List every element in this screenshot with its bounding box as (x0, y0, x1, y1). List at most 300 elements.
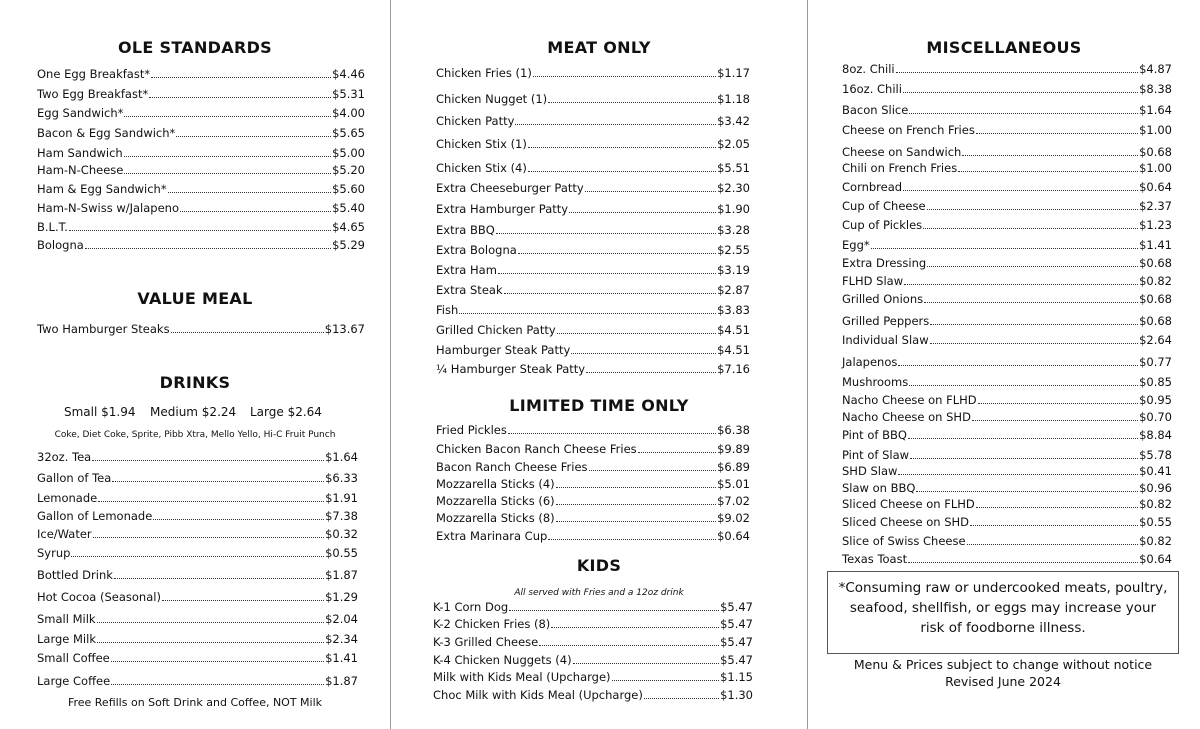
foodborne-illness-warning: *Consuming raw or undercooked meats, poultry, seafood, shellfish, or eggs may increase your risk of foodborne illness. (827, 571, 1179, 654)
menu-item-name: Fish (436, 303, 459, 317)
menu-item-price: $5.60 (332, 182, 365, 196)
menu-item (842, 497, 1172, 511)
dot-leader (967, 543, 1139, 545)
menu-item (842, 238, 1172, 252)
menu-item-price: $0.55 (325, 546, 358, 560)
menu-item (433, 635, 753, 649)
menu-item-price: $0.82 (1139, 497, 1172, 511)
footer-notice (827, 656, 1179, 690)
footer-revised-date: Revised June 2024 (945, 674, 1061, 689)
menu-item-name: One Egg Breakfast* (37, 67, 151, 81)
dot-leader (111, 660, 324, 662)
menu-item-name: Chicken Stix (1) (436, 137, 527, 151)
dot-leader (556, 486, 716, 488)
section-title-drinks: DRINKS (159, 373, 231, 392)
menu-item-name: SHD Slaw (842, 464, 898, 478)
menu-item-name: Mozzarella Sticks (4) (436, 477, 555, 491)
menu-item-price: $0.70 (1139, 410, 1172, 424)
menu-item-name: Chicken Fries (1) (436, 66, 532, 80)
menu-item-price: $4.51 (717, 323, 750, 337)
menu-item-name: Slice of Swiss Cheese (842, 534, 966, 548)
menu-item (37, 146, 365, 160)
menu-item (436, 223, 750, 237)
kids-subtitle: All served with Fries and a 12oz drink (514, 588, 684, 598)
menu-item (842, 218, 1172, 232)
dot-leader (111, 683, 324, 685)
menu-item-name: Extra Cheeseburger Patty (436, 181, 584, 195)
dot-leader (586, 371, 716, 373)
menu-item-name: Pint of BBQ (842, 428, 907, 442)
menu-item-price: $5.65 (332, 126, 365, 140)
dot-leader (976, 132, 1138, 134)
dot-leader (97, 621, 324, 623)
menu-item-price: $4.00 (332, 106, 365, 120)
menu-item-price: $1.87 (325, 568, 358, 582)
menu-item-price: $1.41 (1139, 238, 1172, 252)
dot-leader (548, 538, 716, 540)
drink-size-medium: Medium $2.24 (150, 405, 237, 419)
menu-item-name: K-1 Corn Dog (433, 600, 509, 614)
menu-item-name: Nacho Cheese on SHD (842, 410, 971, 424)
menu-item (436, 303, 750, 317)
menu-item-price: $1.17 (717, 66, 750, 80)
dot-leader (528, 146, 716, 148)
menu-item-price: $1.00 (1139, 123, 1172, 137)
dot-leader (916, 490, 1138, 492)
menu-item-price: $1.41 (325, 651, 358, 665)
dot-leader (71, 555, 324, 557)
menu-item-price: $2.37 (1139, 199, 1172, 213)
dot-leader (589, 469, 717, 471)
menu-item-name: Nacho Cheese on FLHD (842, 393, 977, 407)
menu-item-name: Pint of Slaw (842, 448, 910, 462)
dot-leader (528, 170, 716, 172)
section-title-meat-only: MEAT ONLY (547, 38, 651, 57)
menu-item-name: 8oz. Chili (842, 62, 895, 76)
dot-leader (92, 459, 324, 461)
dot-leader (508, 432, 716, 434)
section-title-kids: KIDS (576, 556, 622, 575)
dot-leader (573, 662, 719, 664)
menu-item (37, 509, 358, 523)
section-title-value-meal: VALUE MEAL (137, 289, 253, 308)
menu-item-name: Ice/Water (37, 527, 92, 541)
menu-item-price: $5.51 (717, 161, 750, 175)
menu-item-name: Gallon of Lemonade (37, 509, 153, 523)
menu-item-name: Gallon of Tea (37, 471, 112, 485)
menu-item-price: $4.46 (332, 67, 365, 81)
menu-item (842, 199, 1172, 213)
menu-item-price: $2.87 (717, 283, 750, 297)
menu-item (37, 163, 365, 177)
menu-item-price: $0.64 (1139, 180, 1172, 194)
menu-item-price: $0.85 (1139, 375, 1172, 389)
dot-leader (909, 384, 1138, 386)
dot-leader (978, 402, 1138, 404)
menu-item-name: Ham & Egg Sandwich* (37, 182, 167, 196)
menu-item-name: Large Milk (37, 632, 96, 646)
menu-item (37, 67, 365, 81)
menu-item-price: $0.32 (325, 527, 358, 541)
menu-item (842, 464, 1172, 478)
menu-item (37, 651, 358, 665)
menu-item-price: $7.16 (717, 362, 750, 376)
menu-item-price: $0.82 (1139, 534, 1172, 548)
menu-item-name: Bottled Drink (37, 568, 113, 582)
menu-item (436, 460, 750, 474)
menu-item-price: $0.64 (717, 529, 750, 543)
menu-item-name: Extra Hamburger Patty (436, 202, 569, 216)
menu-item-name: K-3 Grilled Cheese (433, 635, 539, 649)
dot-leader (509, 609, 719, 611)
dot-leader (551, 626, 719, 628)
menu-item-price: $5.29 (332, 238, 365, 252)
menu-item (433, 600, 753, 614)
menu-item (842, 82, 1172, 96)
menu-item-price: $5.78 (1139, 448, 1172, 462)
menu-item (842, 393, 1172, 407)
menu-item (842, 274, 1172, 288)
menu-item (436, 477, 750, 491)
menu-item (842, 103, 1172, 117)
menu-item (37, 527, 358, 541)
menu-item-price: $3.83 (717, 303, 750, 317)
menu-item (436, 511, 750, 525)
menu-item-name: 16oz. Chili (842, 82, 902, 96)
dot-leader (97, 641, 324, 643)
dot-leader (153, 518, 324, 520)
menu-item-price: $5.01 (717, 477, 750, 491)
dot-leader (112, 480, 324, 482)
menu-item-name: Extra Bologna (436, 243, 517, 257)
menu-item-price: $5.47 (720, 635, 753, 649)
dot-leader (909, 112, 1138, 114)
dot-leader (176, 135, 331, 137)
drink-size-large: Large $2.64 (250, 405, 322, 419)
menu-item-name: Sliced Cheese on SHD (842, 515, 970, 529)
menu-item-name: Ham-N-Swiss w/Jalapeno (37, 201, 179, 215)
menu-item (433, 670, 753, 684)
menu-item-price: $3.28 (717, 223, 750, 237)
menu-item (842, 552, 1172, 566)
menu-item-name: Choc Milk with Kids Meal (Upcharge) (433, 688, 643, 702)
dot-leader (638, 451, 716, 453)
menu-item-price: $6.89 (717, 460, 750, 474)
menu-item (842, 410, 1172, 424)
menu-item (436, 137, 750, 151)
dot-leader (459, 312, 716, 314)
menu-item-price: $1.87 (325, 674, 358, 688)
menu-item (436, 442, 750, 456)
dot-leader (927, 208, 1139, 210)
dot-leader (124, 155, 331, 157)
dot-leader (114, 577, 324, 579)
menu-item-name: Two Egg Breakfast* (37, 87, 149, 101)
menu-item-price: $1.64 (1139, 103, 1172, 117)
menu-item (37, 126, 365, 140)
dot-leader (585, 190, 716, 192)
menu-item (436, 323, 750, 337)
menu-item-price: $5.00 (332, 146, 365, 160)
menu-item-name: FLHD Slaw (842, 274, 904, 288)
menu-item-price: $2.34 (325, 632, 358, 646)
menu-item-price: $4.87 (1139, 62, 1172, 76)
menu-item-price: $0.55 (1139, 515, 1172, 529)
menu-item (37, 568, 358, 582)
menu-item-price: $13.67 (324, 322, 365, 336)
menu-item-name: Bacon Ranch Cheese Fries (436, 460, 588, 474)
menu-item-price: $0.68 (1139, 292, 1172, 306)
menu-item-name: Extra BBQ (436, 223, 495, 237)
dot-leader (970, 524, 1138, 526)
menu-item (842, 145, 1172, 159)
menu-item-name: Hot Cocoa (Seasonal) (37, 590, 161, 604)
dot-leader (923, 227, 1138, 229)
menu-item-price: $1.64 (325, 450, 358, 464)
dot-leader (556, 503, 716, 505)
menu-item-name: 32oz. Tea (37, 450, 92, 464)
menu-item-name: Grilled Chicken Patty (436, 323, 556, 337)
dot-leader (927, 265, 1138, 267)
menu-item (37, 491, 358, 505)
menu-item-name: Chili on French Fries (842, 161, 958, 175)
dot-leader (162, 599, 324, 601)
dot-leader (976, 506, 1138, 508)
menu-item-price: $5.20 (332, 163, 365, 177)
menu-item (37, 238, 365, 252)
dot-leader (168, 191, 331, 193)
menu-item-price: $0.77 (1139, 355, 1172, 369)
dot-leader (930, 323, 1138, 325)
menu-item-name: Egg* (842, 238, 870, 252)
menu-item-name: Grilled Peppers (842, 314, 930, 328)
dot-leader (124, 115, 331, 117)
menu-item (436, 181, 750, 195)
menu-item-name: Chicken Bacon Ranch Cheese Fries (436, 442, 637, 456)
menu-item (37, 546, 358, 560)
dot-leader (539, 644, 719, 646)
menu-item-price: $1.15 (720, 670, 753, 684)
menu-item (433, 653, 753, 667)
dot-leader (903, 189, 1138, 191)
menu-item-price: $1.91 (325, 491, 358, 505)
dot-leader (904, 283, 1138, 285)
menu-item-name: Large Coffee (37, 674, 111, 688)
menu-item-name: Cup of Cheese (842, 199, 926, 213)
menu-item-price: $4.51 (717, 343, 750, 357)
menu-item (436, 423, 750, 437)
menu-item-price: $3.42 (717, 114, 750, 128)
menu-item-price: $8.38 (1139, 82, 1172, 96)
menu-item (433, 617, 753, 631)
menu-item (37, 450, 358, 464)
menu-item-price: $2.05 (717, 137, 750, 151)
menu-item-price: $2.30 (717, 181, 750, 195)
menu-item-price: $9.89 (717, 442, 750, 456)
menu-item (37, 322, 365, 336)
dot-leader (171, 331, 324, 333)
menu-item (842, 428, 1172, 442)
menu-item (842, 314, 1172, 328)
menu-item (436, 66, 750, 80)
menu-item (37, 106, 365, 120)
menu-item (37, 590, 358, 604)
menu-item-name: Milk with Kids Meal (Upcharge) (433, 670, 611, 684)
menu-item-name: Ham-N-Cheese (37, 163, 124, 177)
dot-leader (533, 75, 716, 77)
menu-item (37, 87, 365, 101)
menu-item-price: $0.96 (1139, 481, 1172, 495)
drink-flavors: Coke, Diet Coke, Sprite, Pibb Xtra, Mello Yello, Hi-C Fruit Punch (54, 430, 336, 440)
menu-item-name: Cheese on Sandwich (842, 145, 962, 159)
menu-item-price: $0.68 (1139, 256, 1172, 270)
menu-item-name: Sliced Cheese on FLHD (842, 497, 975, 511)
menu-item-name: ¼ Hamburger Steak Patty (436, 362, 586, 376)
menu-item-name: Bacon & Egg Sandwich* (37, 126, 176, 140)
menu-item-name: Extra Marinara Cup (436, 529, 548, 543)
menu-item-name: Syrup (37, 546, 71, 560)
menu-item (842, 180, 1172, 194)
dot-leader (908, 561, 1138, 563)
dot-leader (124, 172, 331, 174)
menu-item-price: $0.82 (1139, 274, 1172, 288)
dot-leader (958, 170, 1138, 172)
menu-item-name: Small Coffee (37, 651, 110, 665)
menu-item (842, 161, 1172, 175)
menu-item-name: Cheese on French Fries (842, 123, 975, 137)
menu-item-name: Ham Sandwich (37, 146, 123, 160)
menu-item-name: Cornbread (842, 180, 903, 194)
menu-item-price: $1.29 (325, 590, 358, 604)
menu-item (37, 612, 358, 626)
dot-leader (871, 247, 1138, 249)
menu-item (842, 534, 1172, 548)
menu-item (842, 292, 1172, 306)
menu-item-price: $5.47 (720, 600, 753, 614)
menu-item-name: B.L.T. (37, 220, 68, 234)
dot-leader (972, 419, 1138, 421)
dot-leader (515, 123, 716, 125)
menu-item-price: $4.65 (332, 220, 365, 234)
dot-leader (518, 252, 716, 254)
menu-item (842, 375, 1172, 389)
dot-leader (496, 232, 716, 234)
menu-item-name: Individual Slaw (842, 333, 929, 347)
dot-leader (151, 76, 331, 78)
menu-item (37, 632, 358, 646)
menu-item-name: Mozzarella Sticks (6) (436, 494, 555, 508)
dot-leader (644, 697, 719, 699)
menu-item-price: $2.64 (1139, 333, 1172, 347)
menu-item-price: $0.64 (1139, 552, 1172, 566)
menu-item-name: Fried Pickles (436, 423, 507, 437)
menu-item (436, 161, 750, 175)
menu-item (842, 448, 1172, 462)
column-left (0, 0, 390, 729)
column-middle (391, 0, 807, 729)
menu-item (436, 343, 750, 357)
menu-item-name: Small Milk (37, 612, 96, 626)
menu-item-name: Mozzarella Sticks (8) (436, 511, 555, 525)
menu-item (436, 529, 750, 543)
menu-item-price: $1.23 (1139, 218, 1172, 232)
menu-item (436, 283, 750, 297)
menu-item (436, 202, 750, 216)
menu-item-name: Cup of Pickles (842, 218, 923, 232)
menu-item-name: Mushrooms (842, 375, 909, 389)
menu-item-name: Extra Steak (436, 283, 503, 297)
menu-item-name: Extra Ham (436, 263, 497, 277)
dot-leader (896, 71, 1138, 73)
menu-item (842, 333, 1172, 347)
menu-item (842, 355, 1172, 369)
menu-item (842, 515, 1172, 529)
menu-item-name: Texas Toast (842, 552, 908, 566)
menu-item (37, 674, 358, 688)
dot-leader (498, 272, 716, 274)
menu-item-price: $1.00 (1139, 161, 1172, 175)
menu-item-price: $1.90 (717, 202, 750, 216)
dot-leader (149, 96, 331, 98)
dot-leader (898, 473, 1138, 475)
menu-item-price: $6.33 (325, 471, 358, 485)
menu-item-price: $0.95 (1139, 393, 1172, 407)
menu-item (436, 494, 750, 508)
menu-item-price: $5.47 (720, 617, 753, 631)
menu-item-price: $5.40 (332, 201, 365, 215)
dot-leader (930, 342, 1138, 344)
menu-item-price: $2.04 (325, 612, 358, 626)
dot-leader (557, 332, 716, 334)
section-title-ole-standards: OLE STANDARDS (118, 38, 272, 57)
dot-leader (556, 520, 716, 522)
menu-item-price: $7.38 (325, 509, 358, 523)
menu-item (842, 256, 1172, 270)
menu-item-name: Extra Dressing (842, 256, 927, 270)
menu-item-price: $0.68 (1139, 145, 1172, 159)
section-title-miscellaneous: MISCELLANEOUS (926, 38, 1082, 57)
menu-item-price: $7.02 (717, 494, 750, 508)
dot-leader (612, 679, 720, 681)
menu-item-price: $5.31 (332, 87, 365, 101)
menu-item (842, 123, 1172, 137)
drink-size-small: Small $1.94 (64, 405, 136, 419)
menu-item-name: Lemonade (37, 491, 98, 505)
dot-leader (504, 292, 716, 294)
dot-leader (180, 210, 331, 212)
dot-leader (548, 101, 716, 103)
menu-item (433, 688, 753, 702)
menu-item-price: $1.18 (717, 92, 750, 106)
menu-item-name: Bacon Slice (842, 103, 909, 117)
dot-leader (93, 536, 324, 538)
menu-item-name: Slaw on BBQ (842, 481, 916, 495)
dot-leader (962, 154, 1138, 156)
menu-item (436, 243, 750, 257)
dot-leader (898, 364, 1138, 366)
menu-item-name: Bologna (37, 238, 84, 252)
menu-item (37, 201, 365, 215)
menu-item-name: K-2 Chicken Fries (8) (433, 617, 551, 631)
menu-item-price: $0.41 (1139, 464, 1172, 478)
dot-leader (569, 211, 716, 213)
dot-leader (571, 352, 716, 354)
menu-item (37, 220, 365, 234)
menu-item-name: Hamburger Steak Patty (436, 343, 571, 357)
dot-leader (85, 247, 331, 249)
column-right (808, 0, 1200, 729)
menu-item-name: Chicken Nugget (1) (436, 92, 548, 106)
